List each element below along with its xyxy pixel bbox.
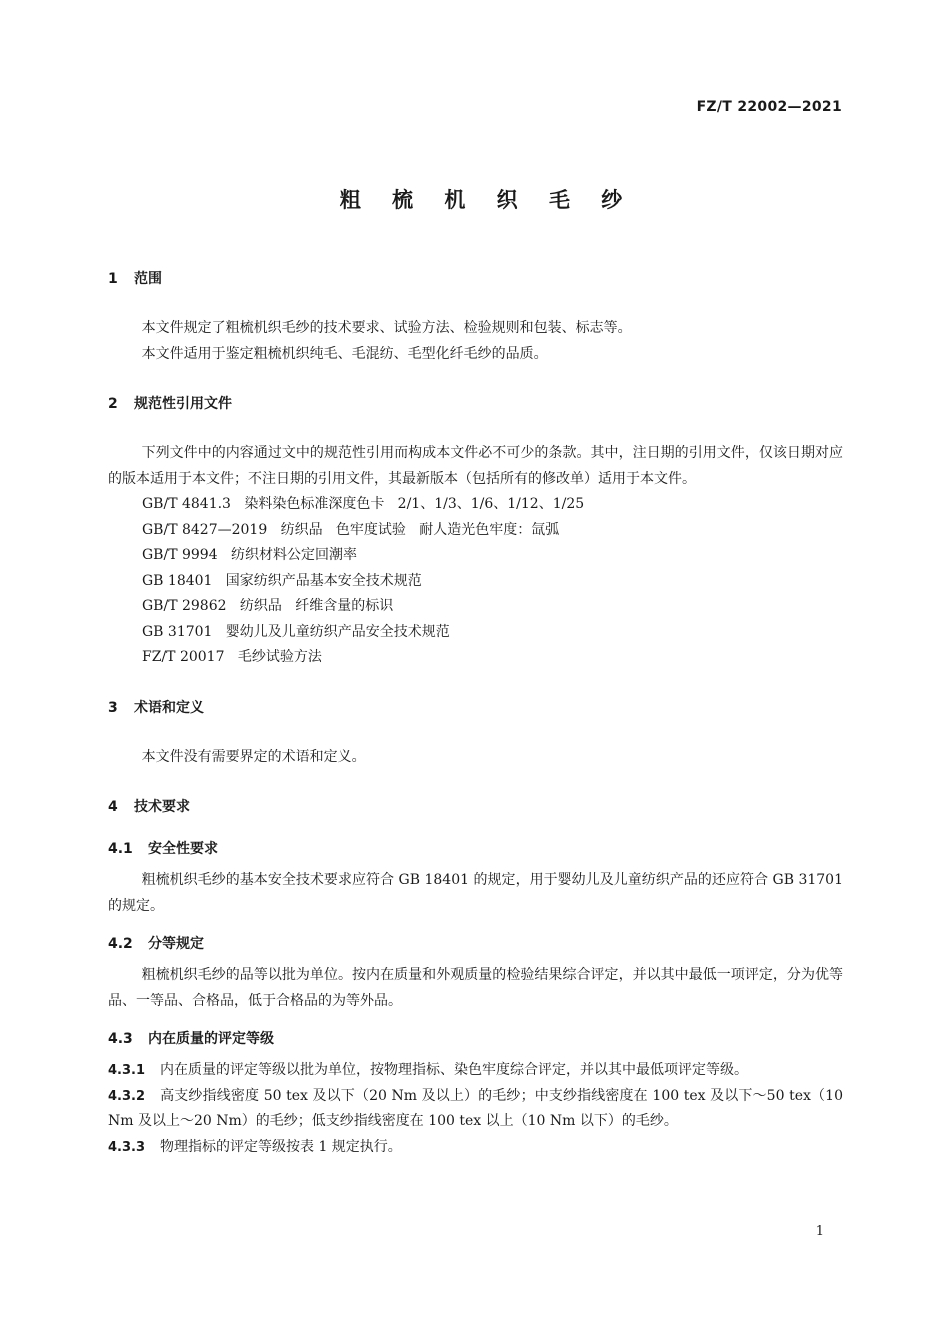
section-title: 技术要求 (134, 799, 190, 815)
section-title: 术语和定义 (134, 699, 204, 716)
paragraph: 本文件适用于鉴定粗梳机织纯毛、毛混纺、毛型化纤毛纱的品质。 (141, 345, 548, 362)
subsection-title: 内在质量的评定等级 (148, 1031, 274, 1047)
reference-item: GB/T 8427—2019 纺织品 色牢度试验 耐人造光色牢度：氙弧 (142, 521, 560, 538)
subsection-4-2-heading (108, 931, 843, 957)
document-code: FZ/T 22002—2021 (696, 99, 842, 115)
paragraph: 本文件没有需要界定的术语和定义。 (141, 748, 366, 765)
clause-text: 内在质量的评定等级以批为单位，按物理指标、染色牢度综合评定，并以其中最低项评定等级。 (160, 1062, 748, 1078)
clause-text: 物理指标的评定等级按表 1 规定执行。 (160, 1138, 402, 1155)
clause-number: 4.3.2 (108, 1088, 146, 1104)
reference-item: GB 18401 国家纺织产品基本安全技术规范 (142, 572, 422, 589)
reference-item: GB/T 9994 纺织材料公定回潮率 (142, 547, 357, 563)
section-2-heading (108, 391, 843, 417)
document-title: 粗 梳 机 织 毛 纱 (339, 188, 635, 212)
subsection-4-1-heading (108, 836, 843, 862)
paragraph: 下列文件中的内容通过文中的规范性引用而构成本文件必不可少的条款。其中，注日期的引用文件，仅该日期对应的版本适用于本文件；不注日期的引用文件，其最新版本（包括所有的修改单）适用于本文件。 (108, 445, 843, 487)
section-number: 1 (108, 271, 118, 287)
reference-item: GB/T 29862 纺织品 纤维含量的标识 (142, 598, 394, 614)
section-3-heading (108, 695, 843, 721)
section-1-heading (108, 266, 843, 292)
section-4-heading (108, 794, 843, 820)
clause-4-3-3 (108, 1135, 843, 1161)
clause-4-3-2 (108, 1084, 843, 1135)
paragraph: 粗梳机织毛纱的品等以批为单位。按内在质量和外观质量的检验结果综合评定，并以其中最低一项评定，分为优等品、一等品、合格品，低于合格品的为等外品。 (108, 967, 843, 1009)
page-number: 1 (815, 1224, 824, 1239)
reference-item: GB/T 4841.3 染料染色标准深度色卡 2/1、1/3、1/6、1/12、1/25 (142, 496, 585, 512)
reference-item: FZ/T 20017 毛纱试验方法 (142, 649, 322, 665)
clause-4-3-1 (108, 1058, 843, 1084)
subsection-4-3-heading (108, 1026, 843, 1052)
paragraph: 粗梳机织毛纱的基本安全技术要求应符合 GB 18401 的规定，用于婴幼儿及儿童纺织产品的还应符合 GB 31701 的规定。 (108, 872, 843, 914)
section-title: 范围 (134, 271, 162, 287)
section-title: 规范性引用文件 (134, 396, 232, 412)
subsection-number: 4.2 (108, 936, 133, 952)
section-number: 4 (108, 799, 118, 815)
paragraph: 本文件规定了粗梳机织毛纱的技术要求、试验方法、检验规则和包装、标志等。 (141, 320, 632, 336)
clause-number: 4.3.3 (108, 1139, 146, 1155)
subsection-title: 分等规定 (148, 936, 204, 952)
subsection-title: 安全性要求 (148, 841, 218, 857)
section-number: 2 (108, 396, 118, 412)
clause-number: 4.3.1 (108, 1063, 146, 1078)
subsection-number: 4.1 (108, 841, 133, 857)
clause-text: 高支纱指线密度 50 tex 及以下（20 Nm 及以上）的毛纱；中支纱指线密度在 100 tex 及以下～50 tex（10 Nm 及以上～20 Nm）的毛纱；低支纱指线密度在 100 tex 以上（10 Nm 以下）的毛纱。 (108, 1087, 843, 1129)
reference-item: GB 31701 婴幼儿及儿童纺织产品安全技术规范 (142, 623, 450, 640)
document-body (108, 266, 843, 1160)
subsection-number: 4.3 (108, 1031, 133, 1047)
section-number: 3 (108, 699, 118, 716)
